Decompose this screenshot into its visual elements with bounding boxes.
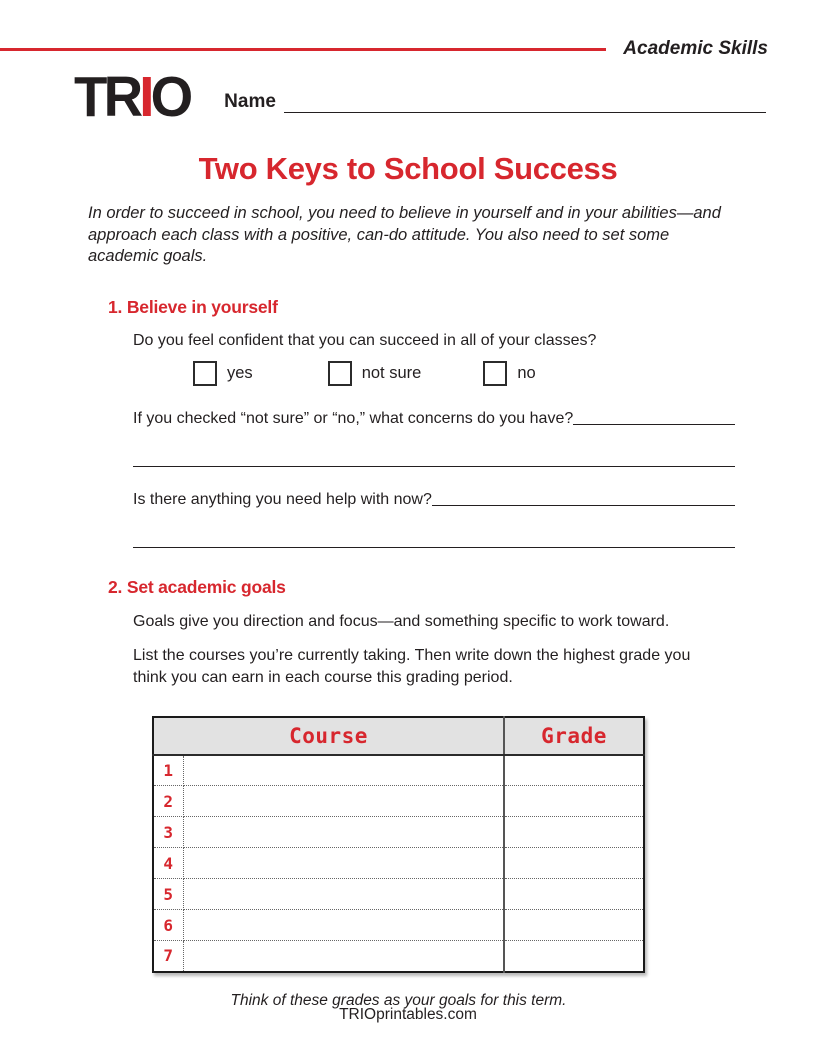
confidence-options-row (193, 361, 816, 386)
goals-table (152, 716, 645, 973)
table-row (153, 786, 644, 817)
concerns-write-line-2[interactable] (133, 466, 735, 467)
intro-paragraph: In order to succeed in school, you need to believe in yourself and in your abilities—and approach each class with a positive, can-do attitude. You also need to set some academic goals. (88, 203, 721, 266)
checkbox-yes-label: yes (227, 363, 253, 382)
grade-input-cell[interactable] (504, 848, 644, 879)
row-number: 2 (153, 786, 183, 817)
checkbox-no[interactable] (483, 361, 507, 386)
help-write-line-2[interactable] (133, 547, 735, 548)
row-number: 5 (153, 879, 183, 910)
row-number: 4 (153, 848, 183, 879)
name-label: Name (224, 90, 276, 112)
name-write-line[interactable] (284, 111, 766, 113)
grade-column-header: Grade (504, 717, 644, 755)
table-row (153, 848, 644, 879)
logo-part-tr: TR (74, 65, 140, 129)
row-number: 3 (153, 817, 183, 848)
table-row (153, 879, 644, 910)
course-input-cell[interactable] (183, 879, 504, 910)
concerns-write-line-1[interactable] (573, 424, 735, 425)
concerns-prompt-row (133, 410, 735, 428)
section1-question: Do you feel confident that you can succeed in all of your classes? (133, 332, 597, 350)
concerns-prompt: If you checked “not sure” or “no,” what concerns do you have? (133, 409, 574, 427)
header-rule-row (0, 0, 816, 60)
table-row (153, 755, 644, 786)
section1-heading: 1. Believe in yourself (108, 297, 278, 318)
course-input-cell[interactable] (183, 786, 504, 817)
table-row (153, 817, 644, 848)
course-input-cell[interactable] (183, 910, 504, 941)
course-input-cell[interactable] (183, 941, 504, 972)
grade-input-cell[interactable] (504, 879, 644, 910)
section2-para1: Goals give you direction and focus—and something specific to work toward. (133, 612, 670, 630)
checkbox-yes[interactable] (193, 361, 217, 386)
logo-row (74, 65, 766, 129)
grade-input-cell[interactable] (504, 786, 644, 817)
logo-part-o: O (150, 65, 190, 129)
grade-input-cell[interactable] (504, 755, 644, 786)
course-input-cell[interactable] (183, 848, 504, 879)
row-number: 1 (153, 755, 183, 786)
table-caption: Think of these grades as your goals for this term. (230, 991, 567, 1009)
trio-logo (74, 65, 190, 129)
page-title: Two Keys to School Success (198, 150, 618, 186)
course-column-header: Course (153, 717, 504, 755)
help-write-line-1[interactable] (432, 505, 735, 506)
red-rule (0, 48, 606, 51)
table-row (153, 910, 644, 941)
footer-site-label: TRIOprintables.com (339, 1006, 477, 1023)
goals-table-header-row (153, 717, 644, 755)
checkbox-not-sure[interactable] (328, 361, 352, 386)
course-input-cell[interactable] (183, 817, 504, 848)
grade-input-cell[interactable] (504, 817, 644, 848)
help-prompt: Is there anything you need help with now? (133, 490, 432, 508)
course-input-cell[interactable] (183, 755, 504, 786)
row-number: 7 (153, 941, 183, 972)
category-label: Academic Skills (623, 38, 768, 59)
row-number: 6 (153, 910, 183, 941)
grade-input-cell[interactable] (504, 941, 644, 972)
section2-para2: List the courses you’re currently taking. Then write down the highest grade you think you can earn in each course this grading period. (133, 647, 691, 687)
logo-part-i: I (139, 65, 151, 129)
grade-input-cell[interactable] (504, 910, 644, 941)
section2-heading: 2. Set academic goals (108, 576, 286, 597)
checkbox-no-label: no (517, 363, 536, 382)
name-row (224, 91, 766, 121)
checkbox-not-sure-label: not sure (361, 363, 422, 382)
help-prompt-row (133, 491, 735, 509)
table-row (153, 941, 644, 972)
